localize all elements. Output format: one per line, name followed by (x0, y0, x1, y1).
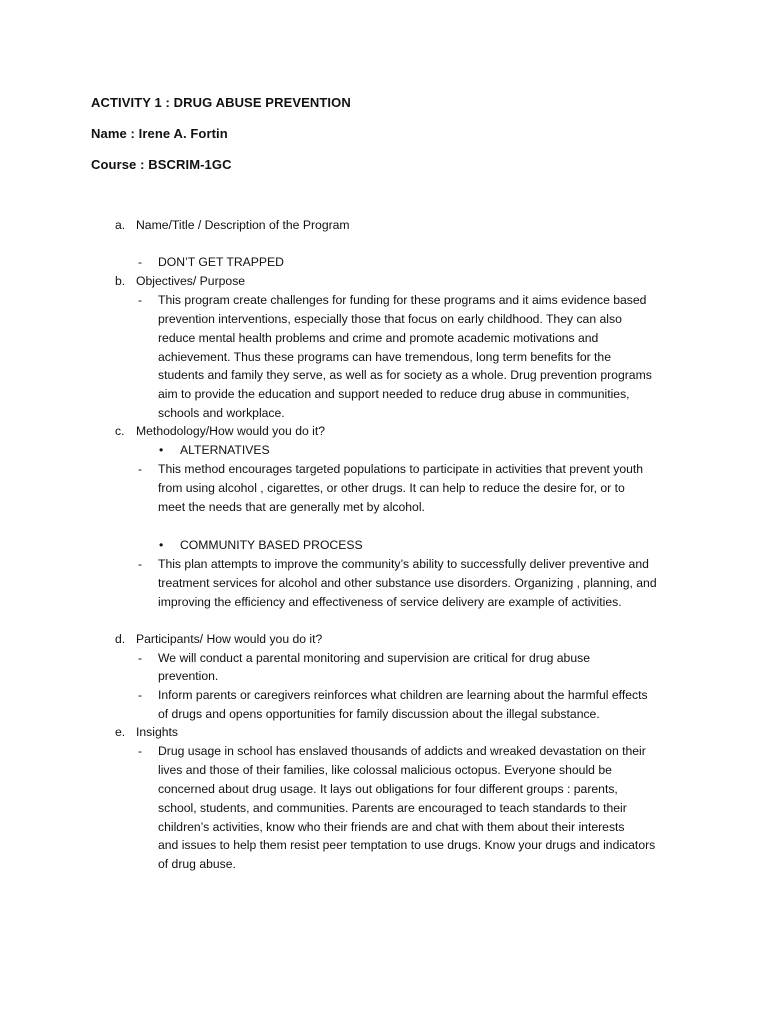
student-name: Name : Irene A. Fortin (91, 126, 228, 141)
community-process-line: improving the efficiency and effectiveness of service delivery are example of activities. (158, 595, 622, 609)
insights-line: children’s activities, know who their friends are and chat with them about their interests (158, 820, 625, 834)
section-a-heading: Name/Title / Description of the Program (136, 218, 350, 232)
community-process-line: treatment services for alcohol and other substance use disorders. Organizing , planning, and (158, 576, 657, 590)
insights-line: and issues to help them resist peer temptation to use drugs. Know your drugs and indicators (158, 838, 656, 852)
objectives-line: prevention interventions, especially those that focus on early childhood. They can also (158, 312, 622, 326)
section-a-marker: a. (115, 218, 126, 232)
participants-line: Inform parents or caregivers reinforces what children are learning about the harmful effects (158, 688, 648, 702)
alternatives-line: This method encourages targeted populations to participate in activities that prevent youth (158, 462, 644, 476)
participants-line: We will conduct a parental monitoring and supervision are critical for drug abuse (158, 651, 590, 665)
course-line: Course : BSCRIM-1GC (91, 157, 232, 172)
objectives-line: schools and workplace. (158, 406, 285, 420)
bullet-community: • (159, 538, 164, 552)
activity-title: ACTIVITY 1 : DRUG ABUSE PREVENTION (91, 95, 351, 110)
bullet-alternatives: • (159, 443, 164, 457)
alternatives-line: meet the needs that are generally met by alcohol. (158, 500, 425, 514)
objectives-line: This program create challenges for funding for these programs and it aims evidence based (158, 293, 647, 307)
participants-dash: - (138, 651, 143, 665)
section-b-heading: Objectives/ Purpose (136, 274, 246, 288)
objectives-line: aim to provide the education and support needed to reduce drug abuse in communities, (158, 387, 630, 401)
alternatives-dash: - (138, 462, 143, 476)
insights-dash: - (138, 744, 143, 758)
section-d-heading: Participants/ How would you do it? (136, 632, 323, 646)
section-e-marker: e. (115, 725, 126, 739)
insights-line: lives and those of their families, like colossal malicious octopus. Everyone should be (158, 763, 612, 777)
insights-line: school, students, and communities. Parents are encouraged to teach standards to their (158, 801, 627, 815)
participants-line: of drugs and opens opportunities for family discussion about the illegal substance. (158, 707, 600, 721)
alternatives-title: ALTERNATIVES (180, 443, 270, 457)
section-b-marker: b. (115, 274, 126, 288)
section-b-dash: - (138, 293, 143, 307)
community-process-title: COMMUNITY BASED PROCESS (180, 538, 363, 552)
section-e-heading: Insights (136, 725, 179, 739)
insights-line: concerned about drug usage. It lays out obligations for four different groups : parents, (158, 782, 618, 796)
insights-line: of drug abuse. (158, 857, 236, 871)
alternatives-line: from using alcohol , cigarettes, or other drugs. It can help to reduce the desire for, or to (158, 481, 625, 495)
objectives-line: achievement. Thus these programs can have tremendous, long term benefits for the (158, 350, 611, 364)
objectives-line: reduce mental health problems and crime and promote academic motivations and (158, 331, 599, 345)
insights-line: Drug usage in school has enslaved thousands of addicts and wreaked devastation on their (158, 744, 646, 758)
objectives-line: students and family they serve, as well as for society as a whole. Drug prevention programs (158, 368, 652, 382)
participants-dash: - (138, 688, 143, 702)
section-d-marker: d. (115, 632, 126, 646)
section-a-dash: - (138, 255, 143, 269)
participants-line: prevention. (158, 669, 219, 683)
section-c-heading: Methodology/How would you do it? (136, 424, 326, 438)
program-title: DON’T GET TRAPPED (158, 255, 284, 269)
community-dash: - (138, 557, 143, 571)
section-c-marker: c. (115, 424, 125, 438)
community-process-line: This plan attempts to improve the community’s ability to successfully deliver preventive and (158, 557, 649, 571)
